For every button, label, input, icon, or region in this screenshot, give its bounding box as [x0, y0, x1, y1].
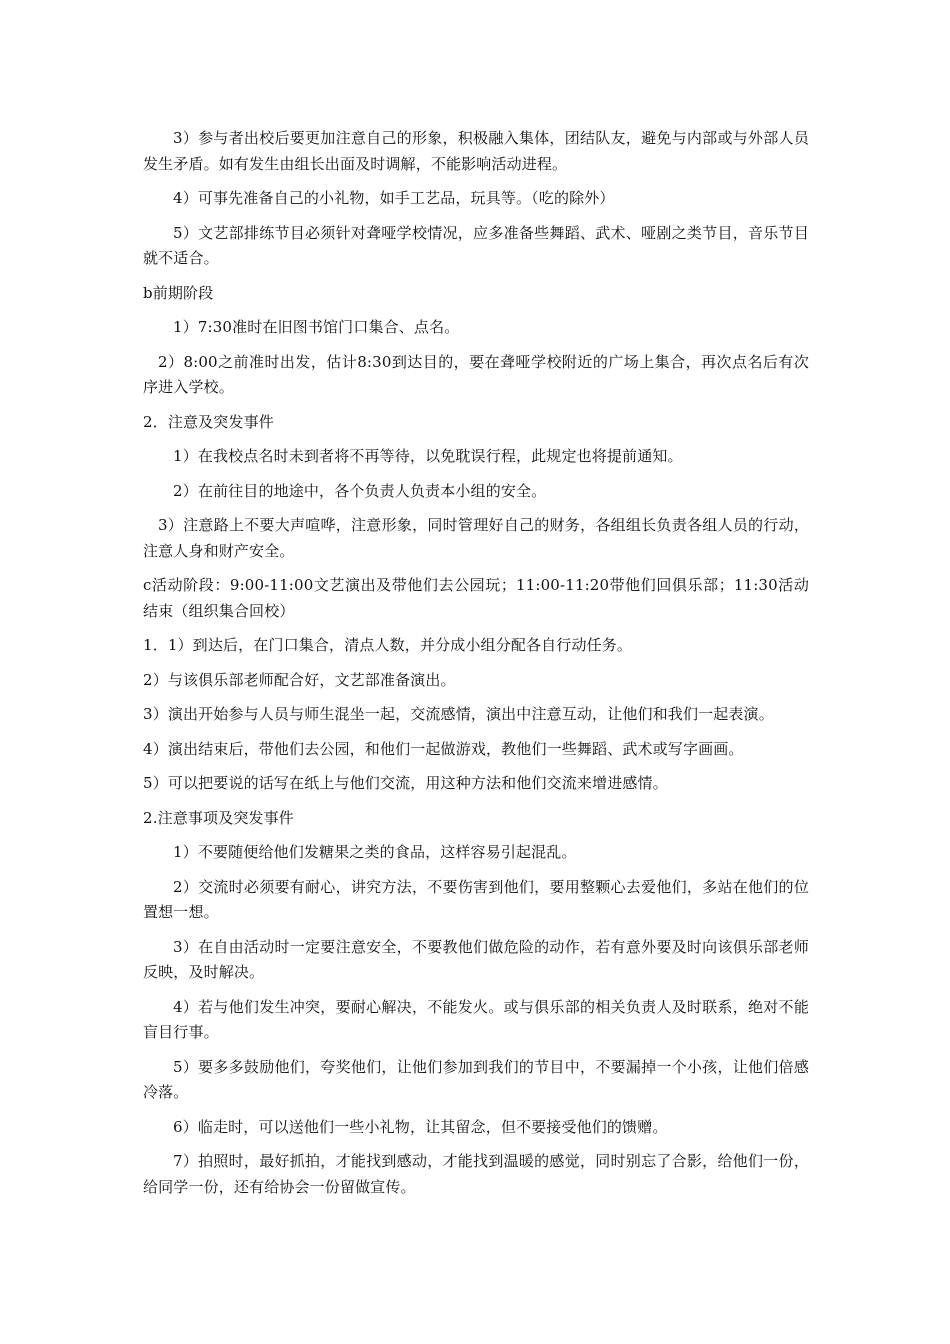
section-heading: 2．注意及突发事件 — [143, 412, 274, 431]
section-heading: c活动阶段：9:00-11:00文艺演出及带他们去公园玩；11:00-11:20带他们回俱乐部；11:30活动结束（组织集合回校） — [143, 576, 809, 620]
paragraph: 2）在前往目的地途中，各个负责人负责本小组的安全。 — [173, 481, 547, 500]
paragraph: 1）7:30准时在旧图书馆门口集合、点名。 — [173, 318, 460, 336]
paragraph: 3）在自由活动时一定要注意安全，不要教他们做危险的动作，若有意外要及时向该俱乐部老师反映，及时解决。 — [143, 937, 809, 981]
paragraph: 2）与该俱乐部老师配合好，文艺部准备演出。 — [143, 670, 456, 689]
paragraph: 5）文艺部排练节目必须针对聋哑学校情况，应多准备些舞蹈、武术、哑剧之类节目，音乐节目就不适合。 — [143, 223, 809, 267]
paragraph: 2）交流时必须要有耐心，讲究方法，不要伤害到他们，要用整颗心去爱他们，多站在他们的位置想一想。 — [143, 877, 809, 921]
paragraph: 3）注意路上不要大声喧哗，注意形象，同时管理好自己的财务，各组组长负责各组人员的行动，注意人身和财产安全。 — [143, 516, 809, 560]
paragraph: 4）可事先准备自己的小礼物，如手工艺品，玩具等。（吃的除外） — [173, 189, 615, 207]
paragraph: 7）拍照时，最好抓拍，才能找到感动，才能找到温暖的感觉，同时别忘了合影，给他们一份，给同学一份，还有给协会一份留做宣传。 — [143, 1152, 809, 1196]
section-heading: b前期阶段 — [143, 283, 214, 302]
paragraph: 2）8:00之前准时出发，估计8:30到达目的，要在聋哑学校附近的广场上集合，再次点名后有次序进入学校。 — [143, 352, 809, 396]
paragraph: 3）参与者出校后要更加注意自己的形象，积极融入集体，团结队友，避免与内部或与外部人员发生矛盾。如有发生由组长出面及时调解，不能影响活动进程。 — [143, 129, 809, 173]
paragraph: 1．1）到达后，在门口集合，清点人数，并分成小组分配各自行动任务。 — [143, 636, 633, 654]
paragraph: 6）临走时，可以送他们一些小礼物，让其留念，但不要接受他们的馈赠。 — [173, 1117, 668, 1136]
paragraph: 5）要多多鼓励他们，夸奖他们，让他们参加到我们的节目中，不要漏掉一个小孩，让他们倍感冷落。 — [143, 1057, 809, 1101]
paragraph: 3）演出开始参与人员与师生混坐一起，交流感情，演出中注意互动，让他们和我们一起表演。 — [143, 705, 774, 723]
paragraph: 1）在我校点名时未到者将不再等待，以免耽误行程，此规定也将提前通知。 — [173, 447, 683, 465]
section-heading: 2.注意事项及突发事件 — [143, 808, 294, 827]
paragraph: 4）演出结束后，带他们去公园，和他们一起做游戏，教他们一些舞蹈、武术或写字画画。 — [143, 739, 744, 758]
paragraph: 4）若与他们发生冲突，要耐心解决，不能发火。或与俱乐部的相关负责人及时联系，绝对不能盲目行事。 — [143, 997, 809, 1041]
paragraph: 1）不要随便给他们发糖果之类的食品，这样容易引起混乱。 — [173, 843, 577, 861]
paragraph: 5）可以把要说的话写在纸上与他们交流，用这种方法和他们交流来增进感情。 — [143, 774, 668, 792]
document-body — [143, 126, 809, 1209]
